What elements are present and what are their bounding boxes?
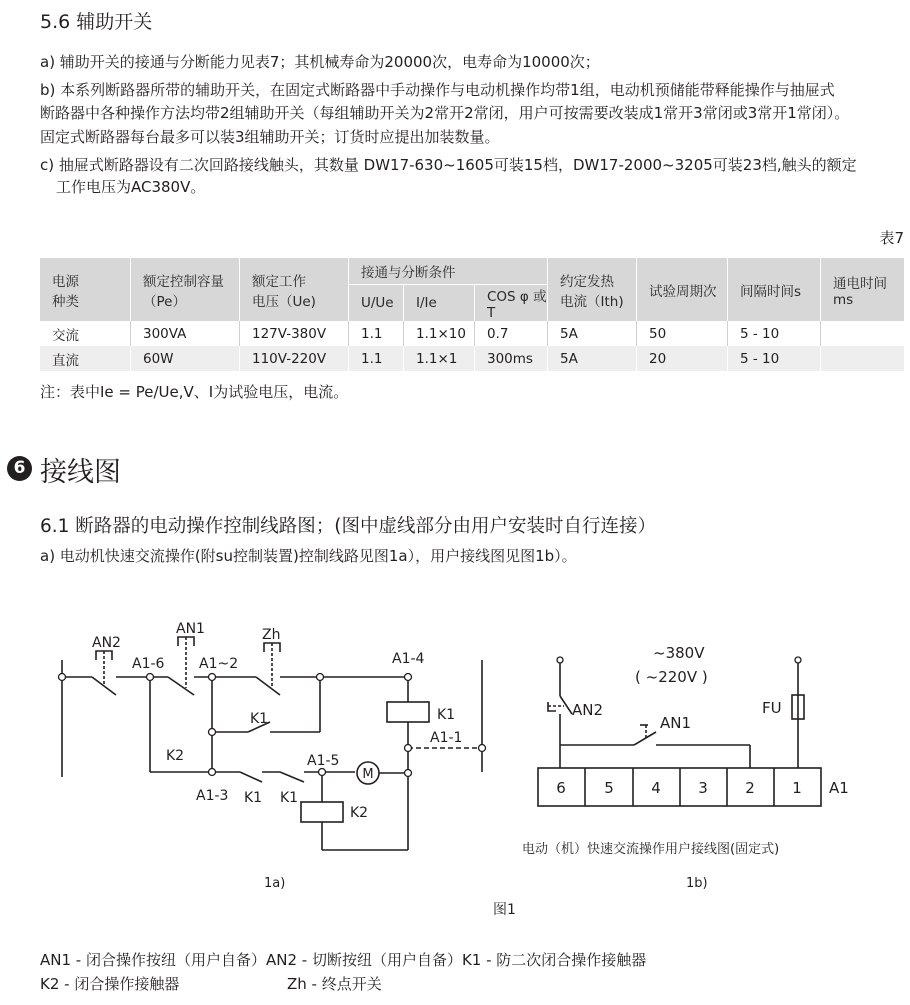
terminal-1: 1: [792, 779, 802, 797]
para-a: a) 辅助开关的接通与分断能力见表7；其机械寿命为20000次，电寿命为10000次；: [40, 53, 600, 71]
cell-iie: 1.1×10: [404, 321, 475, 346]
section-6-1-title: 6.1 断路器的电动操作控制线路图；(图中虚线部分由用户安装时自行连接）: [40, 516, 657, 537]
cell-type: 交流: [40, 321, 131, 346]
th-make-break: 接通与分断条件: [349, 258, 548, 285]
th-power-type: 电源 种类: [40, 258, 131, 321]
label-k1-b1: K1: [244, 790, 263, 806]
cell-cycles: 20: [637, 346, 728, 371]
terminal-5: 5: [604, 779, 614, 797]
cell-ontime: [821, 321, 905, 346]
cell-cos: 300ms: [475, 346, 548, 371]
th-rated-capacity: 额定控制容量 （Pe）: [131, 258, 240, 321]
cell-uue: 1.1: [349, 321, 404, 346]
caption-1a: 1a): [264, 876, 286, 891]
legend-k2: K2 - 闭合操作接触器: [40, 975, 180, 993]
caption-1b: 1b): [686, 876, 708, 891]
label-voltage-220: ( ~220V ): [635, 668, 708, 686]
th-cycles: 试验周期次: [637, 258, 728, 321]
label-an1-b: AN1: [660, 714, 692, 732]
th-ith: 约定发热 电流（Ith): [548, 258, 637, 321]
label-a1-1: A1-1: [430, 730, 463, 746]
table-row: [40, 346, 904, 371]
label-a1-6: A1-6: [132, 656, 165, 672]
cell-uue: 1.1: [349, 346, 404, 371]
figure-caption: 图1: [493, 902, 516, 918]
cell-interval: 5 - 10: [728, 321, 821, 346]
terminal-6: 6: [556, 779, 566, 797]
table-caption: 表7: [879, 229, 904, 247]
para-b-line2: 断路器中各种操作方法均带2组辅助开关（每组辅助开关为2常开2常闭，用户可按需要改装成1常开3常闭或3常开1常闭）。: [40, 104, 850, 122]
label-a1-3: A1-3: [196, 788, 229, 804]
label-a1-block: A1: [829, 779, 849, 797]
cell-cycles: 50: [637, 321, 728, 346]
label-k1-coil: K1: [437, 707, 456, 723]
cell-type: 直流: [40, 346, 131, 371]
label-voltage-380: ~380V: [653, 644, 705, 662]
section-6-title: 接线图: [40, 457, 121, 488]
terminal-2: 2: [745, 779, 755, 797]
label-k2-contact: K2: [166, 748, 185, 764]
cell-ith: 5A: [548, 346, 637, 371]
para-c-line2: 工作电压为AC380V。: [56, 178, 206, 196]
label-an2-b: AN2: [572, 701, 604, 719]
label-a1-4: A1-4: [392, 651, 425, 667]
caption-1b-desc: 电动（机）快速交流操作用户接线图(固定式): [522, 842, 780, 857]
label-k1-b2: K1: [280, 790, 299, 806]
terminal-3: 3: [698, 779, 708, 797]
para-c-line1: c) 抽屉式断路器设有二次回路接线触头，其数量 DW17-630~1605可装15档，DW17-2000~3205可装23档,触头的额定: [40, 156, 857, 174]
spec-table: [40, 258, 904, 371]
th-i-ie: I/Ie: [404, 285, 475, 322]
cell-iie: 1.1×1: [404, 346, 475, 371]
wiring-diagrams: [0, 600, 910, 900]
th-cos: COS φ 或T: [475, 285, 548, 322]
cell-cap: 300VA: [131, 321, 240, 346]
terminal-4: 4: [651, 779, 661, 797]
section-6-1-a: a) 电动机快速交流操作(附su控制装置)控制线路见图1a），用户接线图见图1b）。: [40, 547, 577, 565]
cell-volt: 127V-380V: [240, 321, 349, 346]
th-on-time: 通电时间ms: [821, 258, 905, 321]
cell-interval: 5 - 10: [728, 346, 821, 371]
cell-volt: 110V-220V: [240, 346, 349, 371]
label-a1-2: A1~2: [199, 656, 239, 672]
table-note: 注：表中Ie = Pe/Ue,V、I为试验电压，电流。: [40, 383, 349, 401]
label-k1-contact: K1: [250, 711, 269, 727]
label-k2-coil: K2: [350, 805, 369, 821]
label-a1-5: A1-5: [307, 753, 340, 769]
cell-ontime: [821, 346, 905, 371]
label-zh: Zh: [262, 627, 281, 643]
para-b-line1: b) 本系列断路器所带的辅助开关，在固定式断路器中手动操作与电动机操作均带1组，电动机预储能带释能操作与抽屉式: [40, 81, 835, 99]
th-rated-voltage: 额定工作 电压（Ue): [240, 258, 349, 321]
cell-ith: 5A: [548, 321, 637, 346]
label-fu: FU: [762, 699, 782, 717]
legend-zh: Zh - 终点开关: [287, 975, 382, 993]
motor-symbol: M: [362, 767, 374, 782]
cell-cap: 60W: [131, 346, 240, 371]
table-row: [40, 321, 904, 346]
section-5-6-title: 5.6 辅助开关: [40, 11, 153, 33]
cell-cos: 0.7: [475, 321, 548, 346]
th-interval: 间隔时间s: [728, 258, 821, 321]
label-an2: AN2: [92, 635, 121, 651]
legend-line1: AN1 - 闭合操作按纽（用户自备）AN2 - 切断按纽（用户自备）K1 - 防二次闭合操作接触器: [40, 951, 647, 969]
label-an1: AN1: [176, 621, 205, 637]
section-6-number-badge: 6: [7, 456, 32, 481]
para-b-line3: 固定式断路器每台最多可以装3组辅助开关；订货时应提出加装数量。: [40, 128, 500, 146]
th-u-ue: U/Ue: [349, 285, 404, 322]
